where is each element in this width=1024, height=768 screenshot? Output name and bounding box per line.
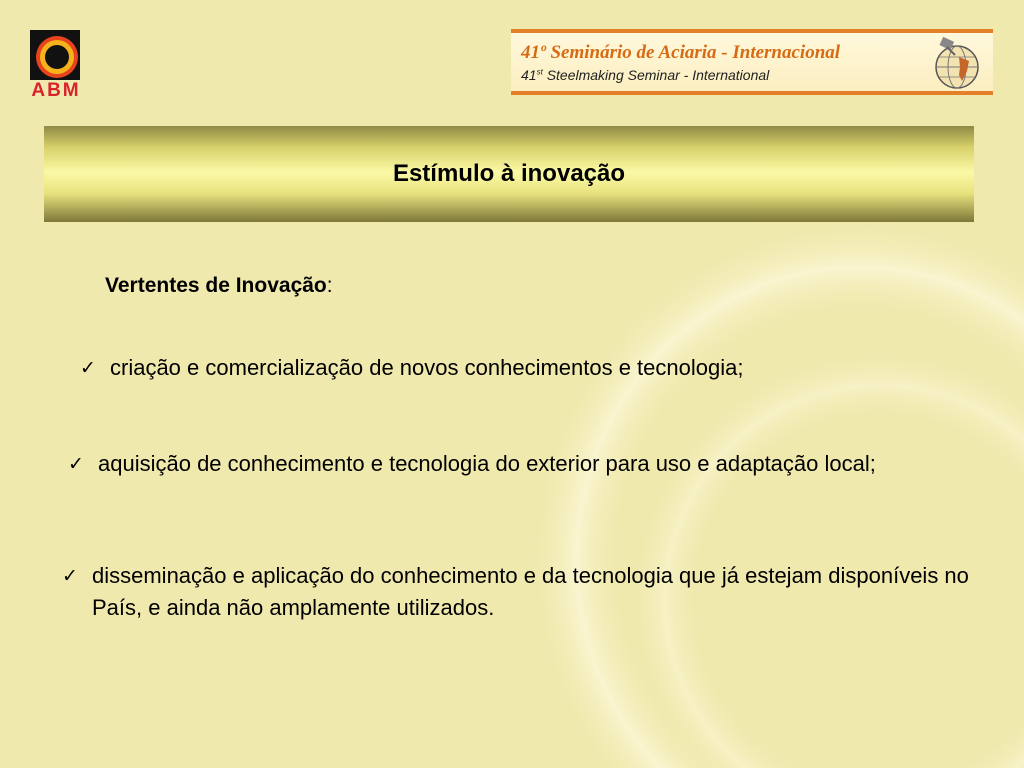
banner-subtitle-text: Steelmaking Seminar - International (542, 67, 770, 83)
section-heading-colon: : (326, 274, 333, 297)
banner-subtitle-number: 41 (521, 67, 537, 83)
checkmark-icon: ✓ (68, 453, 84, 475)
slide-title: Estímulo à inovação (392, 160, 626, 187)
globe-icon (929, 35, 981, 91)
section-heading-label: Vertentes de Inovação (105, 274, 327, 297)
slide-title-bar (44, 126, 974, 222)
bullet-item (62, 560, 972, 624)
checkmark-icon: ✓ (80, 357, 96, 379)
bullet-item (80, 352, 980, 384)
abm-logo-mark-icon (30, 30, 80, 80)
banner-subtitle (521, 67, 769, 83)
abm-logo-text: ABM (31, 80, 81, 101)
checkmark-icon: ✓ (62, 565, 78, 587)
bullet-text: criação e comercialização de novos conhecimentos e tecnologia; (110, 355, 744, 380)
bullet-item (68, 448, 968, 480)
bullet-text: disseminação e aplicação do conhecimento e da tecnologia que já estejam disponíveis no País, e ainda não amplamente utilizados. (92, 563, 969, 620)
section-heading (105, 274, 333, 298)
abm-logo (26, 28, 88, 104)
banner-subtitle-ordinal: st (536, 67, 543, 77)
seminar-banner (511, 29, 993, 95)
banner-title: 41º Seminário de Aciaria - Internacional (521, 42, 841, 63)
bullet-text: aquisição de conhecimento e tecnologia do exterior para uso e adaptação local; (98, 451, 876, 476)
